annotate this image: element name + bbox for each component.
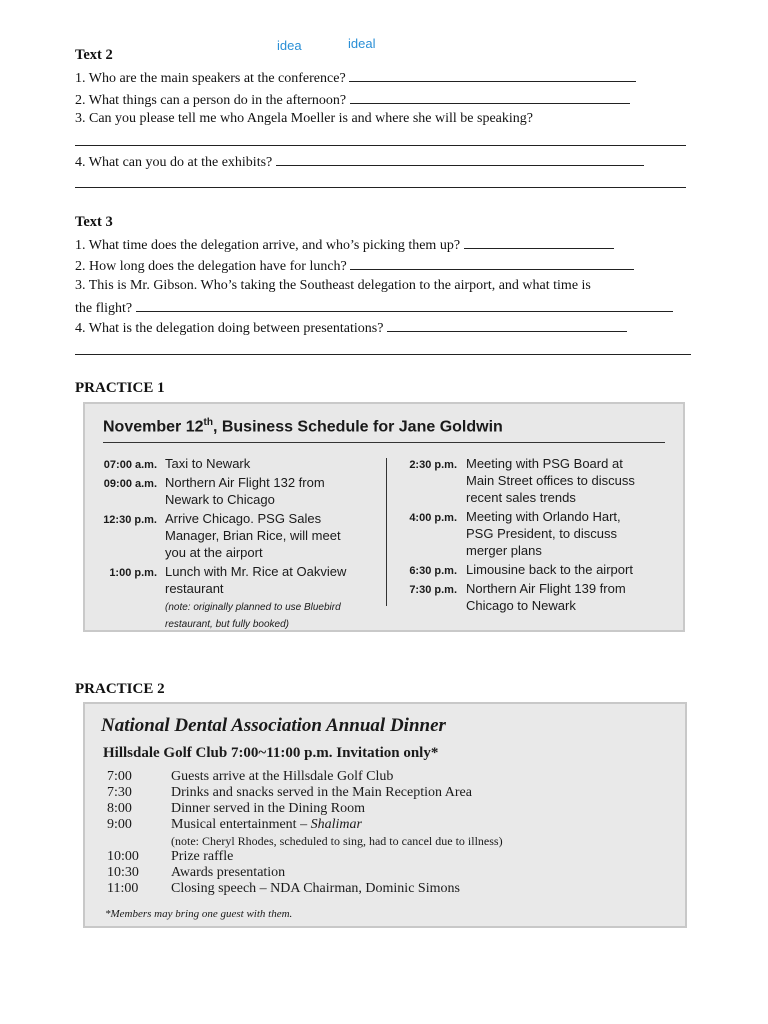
schedule-entry: Taxi to Newark <box>165 456 251 471</box>
answer-blank[interactable] <box>464 235 614 249</box>
schedule-entry: Arrive Chicago. PSG Sales Manager, Brian Rice, will meet you at the airport <box>165 511 341 560</box>
schedule-time: 6:30 p.m. <box>409 565 457 577</box>
schedule-time: 4:00 p.m. <box>409 512 457 524</box>
practice2-heading: PRACTICE 2 <box>75 681 165 697</box>
program-time: 11:00 <box>107 881 139 896</box>
answer-blank[interactable] <box>276 152 644 166</box>
answer-blank[interactable] <box>349 68 636 82</box>
program-note: (note: Cheryl Rhodes, scheduled to sing, had to cancel due to illness) <box>171 834 503 848</box>
text3-question-1: 1. What time does the delegation arrive, and who’s picking them up? <box>75 235 614 255</box>
text3-question-3-cont: the flight? <box>75 298 673 318</box>
answer-blank[interactable] <box>350 90 630 104</box>
program-event: Awards presentation <box>171 865 286 880</box>
answer-line[interactable] <box>75 354 691 355</box>
text3-question-2: 2. How long does the delegation have for lunch? <box>75 256 634 276</box>
program-subtitle: Hillsdale Golf Club 7:00~11:00 p.m. Invitation only* <box>103 745 439 761</box>
text3-heading: Text 3 <box>75 214 113 230</box>
text2-question-3: 3. Can you please tell me who Angela Moeller is and where she will be speaking? <box>75 111 533 126</box>
program-time: 10:30 <box>107 865 139 880</box>
schedule-title: November 12th, Business Schedule for Jane Goldwin <box>103 417 503 436</box>
program-time: 8:00 <box>107 801 132 816</box>
answer-blank[interactable] <box>387 318 627 332</box>
schedule-entry: Northern Air Flight 132 from Newark to Chicago <box>165 475 325 507</box>
program-time: 7:00 <box>107 769 132 784</box>
answer-blank[interactable] <box>350 256 634 270</box>
program-event: Dinner served in the Dining Room <box>171 801 366 816</box>
schedule-time: 1:00 p.m. <box>109 567 157 579</box>
text2-question-2: 2. What things can a person do in the afternoon? <box>75 90 630 110</box>
schedule-entry: Northern Air Flight 139 from Chicago to Newark <box>466 581 626 613</box>
program-title: National Dental Association Annual Dinner <box>101 715 446 736</box>
schedule-entry: Meeting with PSG Board at Main Street offices to discuss recent sales trends <box>466 456 635 505</box>
text2-question-4: 4. What can you do at the exhibits? <box>75 152 644 172</box>
schedule-entry: Meeting with Orlando Hart, PSG President, to discuss merger plans <box>466 509 621 558</box>
schedule-time: 09:00 a.m. <box>103 478 157 490</box>
answer-line[interactable] <box>75 145 686 146</box>
program-event: Drinks and snacks served in the Main Reception Area <box>171 785 472 800</box>
schedule-entry: Lunch with Mr. Rice at Oakview restaurant (note: originally planned to use Bluebird restaurant, but fully booked) <box>165 564 347 630</box>
annotation-idea: idea <box>277 38 302 53</box>
text3-question-4: 4. What is the delegation doing between presentations? <box>75 318 627 338</box>
text2-heading: Text 2 <box>75 47 113 63</box>
schedule-entry: Limousine back to the airport <box>466 562 633 577</box>
program-event: Musical entertainment – Shalimar <box>171 817 362 832</box>
answer-line[interactable] <box>75 187 686 188</box>
answer-blank[interactable] <box>136 298 673 312</box>
business-schedule-card <box>83 402 685 632</box>
program-time: 10:00 <box>107 849 139 864</box>
program-time: 7:30 <box>107 785 132 800</box>
schedule-note: restaurant, but fully booked) <box>165 619 289 630</box>
program-time: 9:00 <box>107 817 132 832</box>
schedule-time: 7:30 p.m. <box>409 584 457 596</box>
annotation-ideal: ideal <box>348 36 376 51</box>
text3-question-3: 3. This is Mr. Gibson. Who’s taking the Southeast delegation to the airport, and what time is <box>75 278 591 293</box>
program-event: Closing speech – NDA Chairman, Dominic Simons <box>171 881 460 896</box>
schedule-time: 12:30 p.m. <box>103 514 157 526</box>
program-footnote: *Members may bring one guest with them. <box>105 908 293 920</box>
schedule-note: (note: originally planned to use Bluebird <box>165 602 341 613</box>
schedule-time: 2:30 p.m. <box>409 459 457 471</box>
text2-question-1: 1. Who are the main speakers at the conference? <box>75 68 636 88</box>
program-event: Prize raffle <box>171 849 234 864</box>
schedule-time: 07:00 a.m. <box>103 459 157 471</box>
practice1-heading: PRACTICE 1 <box>75 380 165 396</box>
title-rule <box>103 442 665 443</box>
dinner-program-card <box>83 702 687 928</box>
program-event: Guests arrive at the Hillsdale Golf Club <box>171 769 394 784</box>
